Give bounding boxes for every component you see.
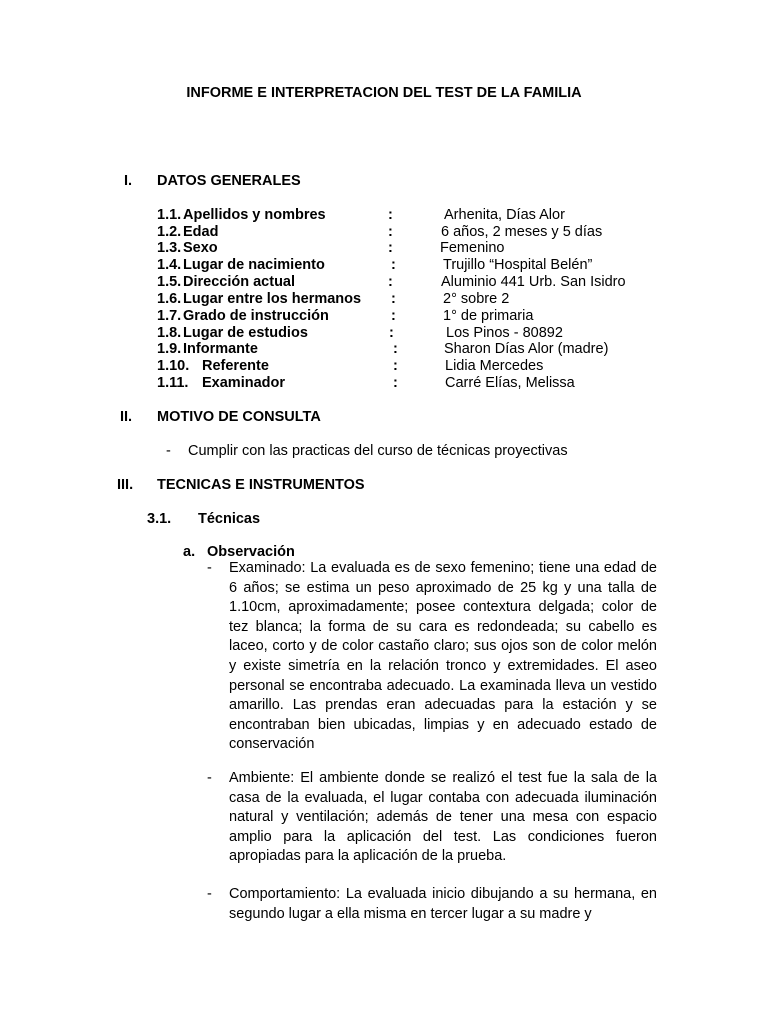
bullet-ambiente-text: Ambiente: El ambiente donde se realizó el test fue la sala de la casa de la evaluada, el lugar contaba con adecuada iluminación natural y ventilación; además de tener una mesa con espacio amplio para la aplicación del test. Las condiciones fueron apropiadas para la aplicación de la prueba. [229, 770, 657, 865]
motivo-dash: - [166, 443, 171, 459]
field-number: 1.7. [157, 308, 182, 324]
field-value-lugar-hermanos: 2° sobre 2 [443, 291, 510, 307]
field-colon: : [393, 341, 398, 357]
section-3-number: III. [117, 477, 134, 493]
field-label-sexo: Sexo [183, 240, 218, 256]
field-value-edad: 6 años, 2 meses y 5 días [441, 224, 603, 240]
field-number: 1.2. [157, 224, 182, 240]
motivo-text: Cumplir con las practicas del curso de técnicas proyectivas [188, 443, 568, 459]
field-colon: : [393, 358, 398, 374]
field-number: 1.10. [157, 358, 190, 374]
field-value-lugar-nacimiento: Trujillo “Hospital Belén” [443, 257, 593, 273]
field-colon: : [391, 291, 396, 307]
field-number: 1.8. [157, 325, 182, 341]
field-label-lugar-hermanos: Lugar entre los hermanos [183, 291, 362, 307]
field-colon: : [393, 375, 398, 391]
field-value-informante: Sharon Días Alor (madre) [444, 341, 609, 357]
field-colon: : [388, 224, 393, 240]
field-label-apellidos: Apellidos y nombres [183, 207, 326, 223]
field-number: 1.9. [157, 341, 182, 357]
field-value-lugar-estudios: Los Pinos - 80892 [446, 325, 563, 341]
field-number: 1.6. [157, 291, 182, 307]
section-1-number: I. [124, 173, 133, 189]
bullet-comportamiento-text: Comportamiento: La evaluada inicio dibujando a su hermana, en segundo lugar a ella misma en tercer lugar a su madre y [229, 886, 657, 922]
field-number: 1.11. [157, 375, 189, 391]
field-value-direccion: Aluminio 441 Urb. San Isidro [441, 274, 626, 290]
item-a-letter: a. [183, 544, 196, 560]
field-colon: : [389, 325, 394, 341]
field-label-referente: Referente [202, 358, 269, 374]
section-1-title: DATOS GENERALES [157, 173, 301, 189]
field-colon: : [388, 207, 393, 223]
field-label-examinador: Examinador [202, 375, 285, 391]
field-colon: : [391, 257, 396, 273]
field-number: 1.5. [157, 274, 182, 290]
field-label-lugar-estudios: Lugar de estudios [183, 325, 308, 341]
section-2-title: MOTIVO DE CONSULTA [157, 409, 321, 425]
field-value-grado: 1° de primaria [443, 308, 534, 324]
section-3-title: TECNICAS E INSTRUMENTOS [157, 477, 365, 493]
section-2-number: II. [120, 409, 133, 425]
field-colon: : [388, 274, 393, 290]
field-label-informante: Informante [183, 341, 258, 357]
field-label-lugar-nacimiento: Lugar de nacimiento [183, 257, 325, 273]
field-label-direccion: Dirección actual [183, 274, 296, 290]
bullet-dash: - [207, 886, 212, 902]
field-value-examinador: Carré Elías, Melissa [445, 375, 575, 391]
subsection-number: 3.1. [147, 511, 172, 527]
subsection-title: Técnicas [198, 511, 261, 527]
field-value-referente: Lidia Mercedes [445, 358, 544, 374]
field-label-edad: Edad [183, 224, 219, 240]
field-colon: : [391, 308, 396, 324]
field-value-sexo: Femenino [440, 240, 505, 256]
item-a-title: Observación [207, 544, 295, 560]
bullet-dash: - [207, 770, 212, 786]
field-number: 1.3. [157, 240, 182, 256]
document-title: INFORME E INTERPRETACION DEL TEST DE LA FAMILIA [186, 85, 582, 101]
field-colon: : [388, 240, 393, 256]
field-number: 1.4. [157, 257, 182, 273]
field-label-grado: Grado de instrucción [183, 308, 329, 324]
bullet-examinado-text: Examinado: La evaluada es de sexo femenino; tiene una edad de 6 años; se estima un peso aproximado de 25 kg y una talla de 1.10cm, aproximadamente; posee contextura delgada; color de tez blanca; la forma de su cara es redondeada; su cabello es laceo, corto y de color castaño claro; sus ojos son de color melón y existe simetría en la relación tronco y extremidades. El aseo personal se encontraba adecuado. La examinada lleva un vestido amarillo. Las prendas eran adecuadas para la estación y se encontraban bien ubicadas, limpias y en adecuado estado de conservación [229, 560, 657, 753]
bullet-dash: - [207, 560, 212, 576]
field-value-apellidos: Arhenita, Días Alor [444, 207, 565, 223]
field-number: 1.1. [157, 207, 182, 223]
